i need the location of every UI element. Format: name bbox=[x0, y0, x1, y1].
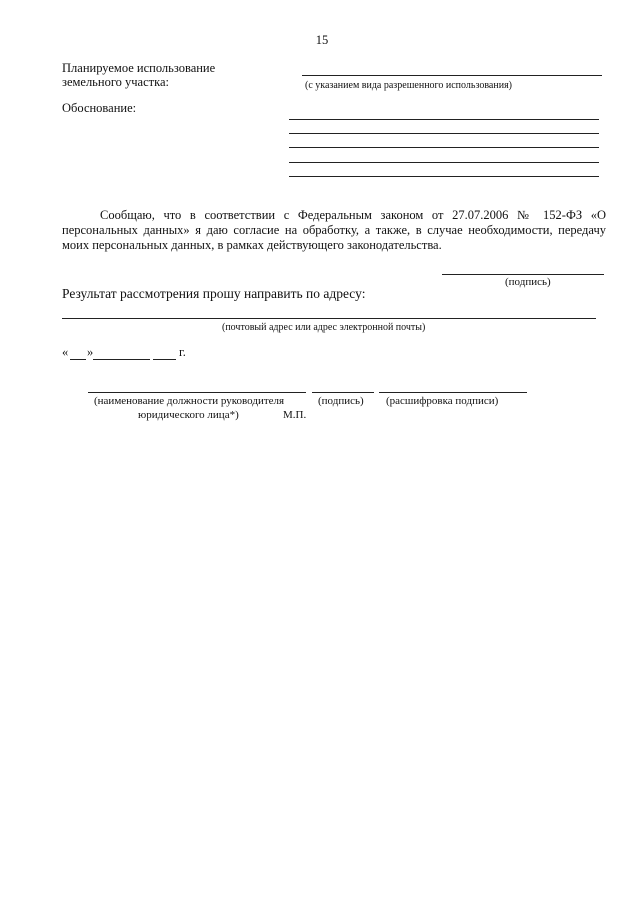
justification-line-5[interactable] bbox=[289, 176, 599, 177]
justification-line-1[interactable] bbox=[289, 119, 599, 120]
signature-hint: (подпись) bbox=[318, 395, 364, 407]
date-month-line[interactable] bbox=[93, 359, 150, 360]
land-use-label-line2: земельного участка: bbox=[62, 75, 170, 89]
consent-paragraph: Сообщаю, что в соответствии с Федеральным законом от 27.07.2006 № 152-ФЗ «О персональных данных» я даю согласие на обработку, а также, в случае необходимости, передачу моих персональных данных, в рамках действующего законодательства. bbox=[62, 208, 606, 252]
decoding-line[interactable] bbox=[379, 392, 527, 393]
stamp-label: М.П. bbox=[283, 409, 307, 421]
date-suffix: г. bbox=[179, 345, 186, 359]
justification-line-2[interactable] bbox=[289, 133, 599, 134]
result-label: Результат рассмотрения прошу направить по адресу: bbox=[62, 286, 366, 301]
decoding-hint: (расшифровка подписи) bbox=[386, 395, 499, 407]
consent-signature-hint: (подпись) bbox=[505, 276, 551, 288]
justification-label: Обоснование: bbox=[62, 101, 137, 115]
justification-line-3[interactable] bbox=[289, 147, 599, 148]
consent-signature-line[interactable] bbox=[442, 274, 604, 275]
land-use-input-line[interactable] bbox=[302, 75, 602, 76]
justification-line-4[interactable] bbox=[289, 162, 599, 163]
date-open-quote: « bbox=[62, 345, 69, 359]
land-use-label-line1: Планируемое использование bbox=[62, 61, 216, 75]
position-line[interactable] bbox=[88, 392, 306, 393]
date-year-line[interactable] bbox=[153, 359, 176, 360]
land-use-hint: (с указанием вида разрешенного использования) bbox=[305, 80, 513, 91]
position-hint-line2: юридического лица*) bbox=[138, 409, 239, 421]
date-day-line[interactable] bbox=[70, 359, 86, 360]
date-close-quote: » bbox=[87, 345, 94, 359]
page-number: 15 bbox=[315, 33, 329, 47]
result-address-line[interactable] bbox=[62, 318, 596, 319]
position-hint-line1: (наименование должности руководителя bbox=[94, 395, 285, 407]
signature-line[interactable] bbox=[312, 392, 374, 393]
result-hint: (почтовый адрес или адрес электронной почты) bbox=[222, 322, 426, 333]
